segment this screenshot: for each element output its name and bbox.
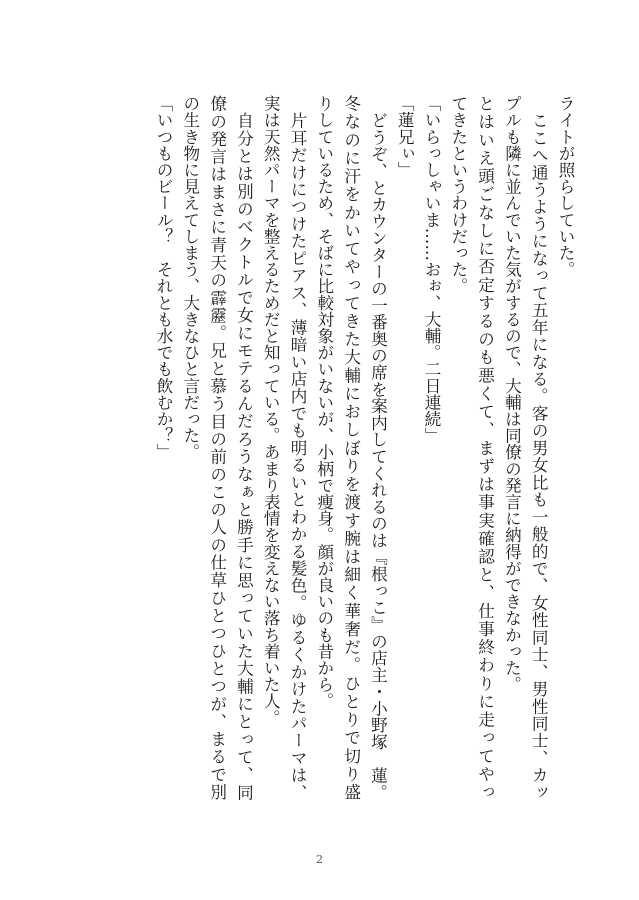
text-line: ライトが照らしていた。 (556, 95, 575, 278)
text-line: りしているため、そばに比較対象がいないが、小柄で痩身。顔が良いのも昔から。 (314, 95, 334, 710)
vertical-text-body (149, 95, 578, 800)
text-line: 冬なのに汗をかいてやってきた大輔におしぼりを渡す腕は細く華奢だ。ひとりで切り盛 (341, 95, 361, 800)
text-line: とはいえ頭ごなしに否定するのも悪くて、まずは事実確認と、仕事終わりに走ってやっ (475, 95, 495, 800)
page-number: 2 (316, 853, 323, 866)
text-line: どうぞ、とカウンターの一番奥の席を案内してくれるのは『根っこ』の店主・小野塚 蓮。 (368, 111, 388, 800)
text-line: 片耳だけにつけたピアス、薄暗い店内でも明るいとわかる髪色。ゆるくかけたパーマは、 (288, 111, 308, 800)
dialogue-line: 「蓮兄ぃ」 (395, 95, 415, 178)
text-line: 僚の発言はまさに青天の霹靂。兄と慕う目の前のこの人の仕草ひとつひとつが、まるで別 (207, 95, 227, 800)
dialogue-line: 「いつものビール？ それとも水でも飲むか？」 (154, 95, 174, 461)
text-line: の生き物に見えてしまう、大きなひと言だった。 (180, 95, 200, 461)
text-line: ここへ通うようになって五年になる。客の男女比も一般的で、女性同士、男性同士、カッ (529, 111, 549, 800)
text-line: てきたというわけだった。 (448, 95, 468, 295)
text-line: 実は天然パーマを整えるためだと知っている。あまり表情を変えない落ち着いた人。 (261, 95, 281, 726)
text-line: プルも隣に並んでいた気がするので、大輔は同僚の発言に納得ができなかった。 (502, 95, 522, 693)
dialogue-line: 「いらっしゃいま……おぉ、大輔。二日連続」 (422, 95, 442, 444)
text-line: 自分とは別のベクトルで女にモテるんだろうなぁと勝手に思っていた大輔にとって、同 (234, 111, 254, 800)
